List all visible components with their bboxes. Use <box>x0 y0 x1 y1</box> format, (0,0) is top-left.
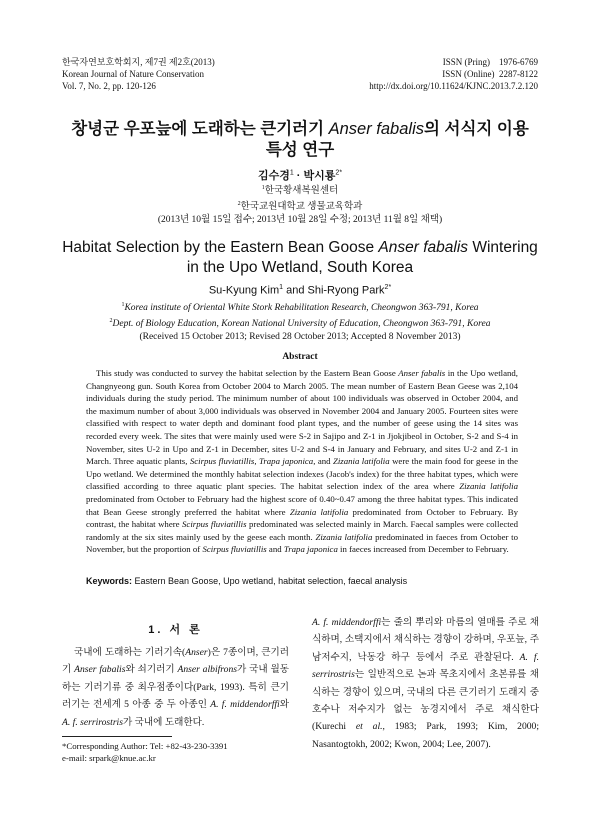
affiliation-kr-2: $^2$한국교원대학교 생물교육학과 <box>237 201 363 213</box>
abstract-heading: Abstract <box>282 352 318 362</box>
issn-print: ISSN (Pring) 1976-6769 <box>442 57 538 67</box>
title-en <box>0 238 600 278</box>
issn-online: ISSN (Online) 2287-8122 <box>442 69 538 79</box>
section-number: 1. <box>148 624 164 636</box>
keywords-label: Keywords: <box>86 576 133 586</box>
title-en-line2: in the Upo Wetland, South Korea <box>186 259 414 276</box>
title-kr-species: Anser fabalis <box>328 120 424 138</box>
journal-volume: Vol. 7, No. 2, pp. 120-126 <box>62 81 156 91</box>
author-email[interactable]: e-mail: srpark@knue.ac.kr <box>62 753 156 763</box>
corresponding-author: *Corresponding Author: Tel: +82-43-230-3391 <box>62 741 228 751</box>
abstract-paragraph: This study was conducted to survey the habitat selection by the Eastern Bean Goose Anser fabalis in the Upo wetland, Changnyeong gun. South Korea from October 2004 to March 2005. The mean number of Eastern Bean Geese was 2,104 individuals during the study period. The minimum number of about 100 individuals was observed in October 2004, and the maximum number of about 3,000 individuals was observed in November 2004 and January 2005. Fourteen sites were classified with respect to water depth and dominant food plant types, and the number of geese using the 14 sites was recorded every week. The sites that were mainly used were S-2 in Sajipo and Z-1 in Jjokjibeol in October, S-2 and S-4 in November, sites U-2 in Upo and Z-1 in December, sites U-2 and S-4 in January and February, and sites U-2 and Z-1 in March. Three aquatic plants, Scirpus fluviatillis, Trapa japonica, and Zizania latifolia were the main food for geese in the Upo wetland. We determined the monthly habitat selection indexes (Jacob's index) for the three habitat types, which were classified according to three aquatic plant species. The habitat selection index of the area where Zizania latifolia predominated from October to February had the highest score of 0.40~0.47 among the three habitat types. This indicated that Bean Geese strongly preferred the habitat where Zizania latifolia predominated from October to February. By contrast, the habitat where Scirpus fluviatillis predominated was selected mainly in March. Faecal samples were collected randomly at the six sites mainly used by the geese each month. Zizania latifolia predominated in faeces from October to November, but the proportion of Scirpus fluviatillis and Trapa japonica in faeces increased from December to February. <box>86 368 518 555</box>
intro-paragraph-1: 국내에 도래하는 기러기속(Anser)은 7종이며, 큰기러기 Anser fabalis와 쇠기러기 Anser albifrons가 국내 월동하는 기러기류 중 최우점종이다(Park, 1993). 특히 큰기러기는 전세계 5 아종 중 두 아종인 A. f. middendorffi와 A. f. serrirostris가 국내에 도래한다. <box>62 647 290 728</box>
dates-en: (Received 15 October 2013; Revised 28 October 2013; Accepted 8 November 2013) <box>139 332 461 343</box>
dates-kr: (2013년 10월 15일 접수; 2013년 10월 28일 수정; 2013년 11월 8일 채택) <box>157 215 443 226</box>
authors-en: Su-Kyung Kim$^1$ and Shi-Ryong Park$^{2*}$ <box>208 284 392 297</box>
section-title: 서 론 <box>169 624 203 636</box>
intro-paragraph-2: A. f. middendorffi는 줄의 뿌리와 마름의 열매를 주로 채식하며, 소택지에서 채식하는 경향이 강하며, 우포늪, 주남저수지, 낙동강 하구 등에서 주로 관찰된다. A. f. serrirostris는 일반적으로 논과 목초지에서 초본류를 채식하는 경향이 있으며, 국내의 다른 큰기러기 도래지 중 호수나 저수지가 없는 농경지에서 주로 채식한다(Kurechi et al., 1983; Park, 1993; Kim, 2000; Nasantogtokh, 2002; Kwon, 2004; Lee, 2007). <box>312 617 540 750</box>
title-en-line1: Habitat Selection by the Eastern Bean Goose Anser fabalis Wintering <box>62 239 538 256</box>
section-heading <box>62 621 289 637</box>
affiliations-kr <box>0 182 600 227</box>
left-column <box>62 644 289 731</box>
footnote-rule <box>62 736 172 737</box>
abstract-body <box>86 367 518 556</box>
affiliations-en <box>0 299 600 344</box>
journal-info <box>62 56 215 92</box>
keywords <box>86 576 526 586</box>
authors-kr: 김수경$^1$ · 박시룡$^{2*}$ <box>257 169 343 182</box>
title-kr <box>0 119 600 161</box>
right-column <box>312 614 539 753</box>
footnote <box>62 740 228 764</box>
keywords-list: Eastern Bean Goose, Upo wetland, habitat selection, faecal analysis <box>132 576 408 586</box>
journal-name-en: Korean Journal of Nature Conservation <box>62 69 204 79</box>
doi-link[interactable]: http://dx.doi.org/10.11624/KJNC.2013.7.2.120 <box>369 81 538 91</box>
issn-info <box>369 56 538 92</box>
title-kr-line2: 특성 연구 <box>265 141 335 159</box>
title-kr-line1: 창녕군 우포늪에 도래하는 큰기러기 Anser fabalis의 서식지 이용 <box>71 120 529 138</box>
journal-name-kr: 한국자연보호학회지, 제7권 제2호(2013) <box>62 57 215 67</box>
affiliation-en-1: $^1$Korea institute of Oriental White Stork Rehabilitation Research, Cheongwon 363-791, Korea <box>121 302 479 314</box>
title-en-species: Anser fabalis <box>378 239 469 256</box>
affiliation-kr-1: $^1$한국황새복원센터 <box>261 185 339 197</box>
affiliation-en-2: $^2$Dept. of Biology Education, Korean National University of Education, Cheongwon 363-791, Korea <box>109 318 491 330</box>
